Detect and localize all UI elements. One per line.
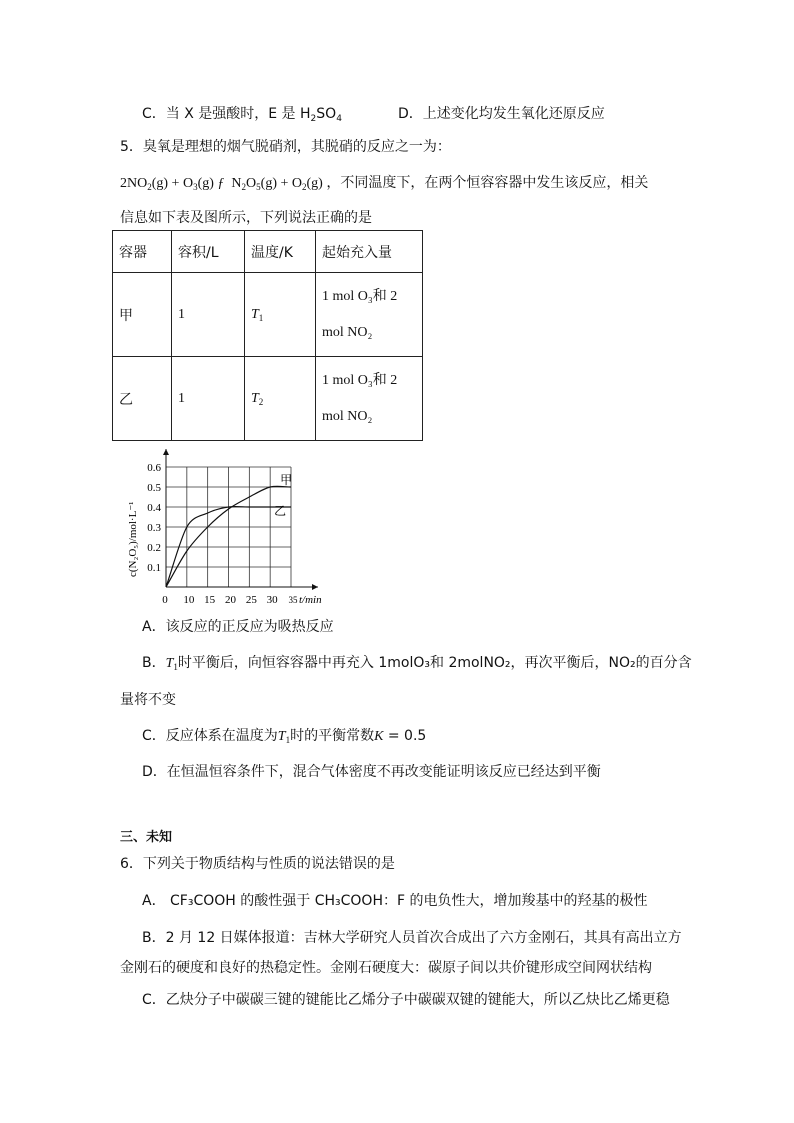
q4-option-c-text: C．当 X 是强酸时，E 是 H bbox=[142, 106, 311, 122]
q5-option-b-line1: B．$T_1$时平衡后，向恒容容器中再充入 1molO₃和 2molNO₂，再次平衡后，NO₂的百分含 bbox=[142, 655, 692, 672]
y-tick-label: 0.1 bbox=[147, 562, 161, 574]
equation: $2NO_2(g) + O_3(g)$ ƒ $N_2O_5(g) + O_2(g)$ bbox=[120, 176, 323, 192]
q5-stem-line3: 信息如下表及图所示，下列说法正确的是 bbox=[120, 210, 372, 226]
table-header-row bbox=[113, 231, 423, 273]
table-cell: 1 bbox=[172, 273, 245, 357]
q5-option-c: C．反应体系在温度为$T_1$时的平衡常数K = 0.5 bbox=[142, 728, 427, 745]
equilibrium-arrow-icon: ƒ bbox=[217, 176, 225, 191]
x-tick-label: 15 bbox=[204, 594, 216, 606]
x-tick-label: 35 bbox=[288, 595, 298, 605]
series-label-yi: 乙 bbox=[274, 504, 287, 518]
y-tick-label: 0.4 bbox=[147, 502, 161, 514]
table-header-cell: 起始充入量 bbox=[316, 231, 423, 273]
q5-option-a: A．该反应的正反应为吸热反应 bbox=[142, 619, 334, 635]
q5-stem: 5．臭氧是理想的烟气脱硝剂，其脱硝的反应之一为： bbox=[120, 139, 451, 155]
y-tick-label: 0.3 bbox=[147, 522, 161, 534]
q6-option-b-line1: B．2 月 12 日媒体报道：吉林大学研究人员首次合成出了六方金刚石，其具有高出立方 bbox=[142, 930, 682, 946]
table-cell: 1 mol O₃和 2 mol NO₂ bbox=[316, 273, 423, 357]
q5-option-d: D．在恒温恒容条件下，混合气体密度不再改变能证明该反应已经达到平衡 bbox=[142, 764, 601, 780]
conditions-table bbox=[112, 230, 423, 441]
y-tick-label: 0.2 bbox=[147, 542, 161, 554]
q6-option-a: A． CF₃COOH 的酸性强于 CH₃COOH：F 的电负性大，增加羧基中的羟基的极性 bbox=[142, 893, 648, 909]
q5-option-b-line2: 量将不变 bbox=[120, 692, 176, 708]
q4-option-c: C．当 X 是强酸时，E 是 $H_2SO_4$ bbox=[142, 106, 342, 124]
q5-equation-line bbox=[120, 172, 648, 192]
x-tick-label: 30 bbox=[266, 594, 278, 606]
q6-option-c: C．乙炔分子中碳碳三键的键能比乙烯分子中碳碳双键的键能大，所以乙炔比乙烯更稳 bbox=[142, 992, 670, 1008]
table-row bbox=[113, 273, 423, 357]
table-cell: 甲 bbox=[113, 273, 172, 357]
x-axis-label: t/min bbox=[299, 594, 322, 606]
table-header-cell: 容积/L bbox=[172, 231, 245, 273]
table-cell: $T_1$ bbox=[245, 273, 316, 357]
y-axis-label: c(N₂O₅)/mol·L⁻¹ bbox=[127, 501, 139, 577]
table-header-cell: 温度/K bbox=[245, 231, 316, 273]
y-tick-label: 0.6 bbox=[147, 462, 161, 474]
x-tick-label: 10 bbox=[183, 594, 195, 606]
concentration-chart bbox=[118, 445, 338, 607]
x-axis-arrow-icon bbox=[312, 584, 318, 590]
table-cell: 1 mol O₃和 2 mol NO₂ bbox=[316, 357, 423, 441]
series-label-jia: 甲 bbox=[280, 473, 293, 487]
x-tick-label: 20 bbox=[225, 594, 236, 606]
table-header-cell: 容器 bbox=[113, 231, 172, 273]
table-row bbox=[113, 357, 423, 441]
table-cell: $T_2$ bbox=[245, 357, 316, 441]
q6-stem: 6．下列关于物质结构与性质的说法错误的是 bbox=[120, 856, 395, 872]
y-tick-label: 0.5 bbox=[147, 482, 161, 494]
table-cell: 乙 bbox=[113, 357, 172, 441]
q4-option-d: D．上述变化均发生氧化还原反应 bbox=[398, 106, 605, 122]
y-axis-arrow-icon bbox=[163, 449, 169, 455]
table-cell: 1 bbox=[172, 357, 245, 441]
q6-option-b-line2: 金刚石的硬度和良好的热稳定性。金刚石硬度大：碳原子间以共价键形成空间网状结构 bbox=[120, 960, 652, 976]
section-title: 三、未知 bbox=[120, 830, 173, 845]
x-tick-label: 25 bbox=[245, 594, 257, 606]
q5-stem-cont: ，不同温度下，在两个恒容容器中发生该反应，相关 bbox=[326, 175, 649, 191]
x-tick-label: 0 bbox=[162, 594, 168, 606]
